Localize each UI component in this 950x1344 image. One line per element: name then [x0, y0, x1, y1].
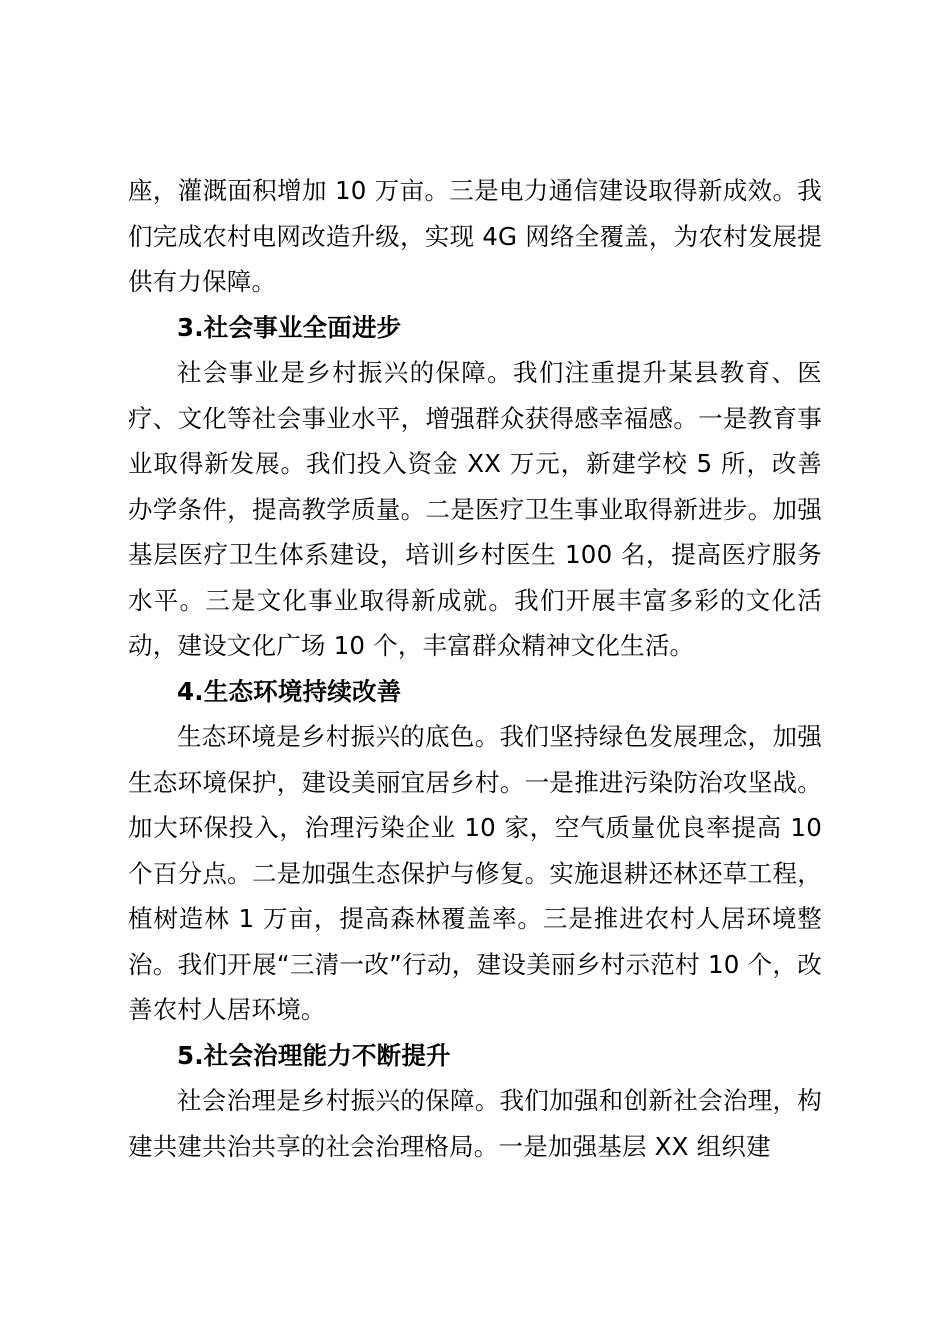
- section-heading-5: 5.社会治理能力不断提升: [177, 1040, 451, 1070]
- paragraph-social-undertakings: 社会事业是乡村振兴的保障。我们注重提升某县教育、医疗、文化等社会事业水平，增强群众获得感幸福感。一是教育事业取得新发展。我们投入资金 XX 万元，新建学校 5 所，改善办学条件，提高教学质量。二是医疗卫生事业取得新进步。加强基层医疗卫生体系建设，培训乡村医生 100 名，提高医疗服务水平。三是文化事业取得新成就。我们开展丰富多彩的文化活动，建设文化广场 10 个，丰富群众精神文化生活。: [128, 358, 822, 660]
- section-heading-3: 3.社会事业全面进步: [177, 312, 402, 342]
- paragraph-ecology: 生态环境是乡村振兴的底色。我们坚持绿色发展理念，加强生态环境保护，建设美丽宜居乡村。一是推进污染防治攻坚战。加大环保投入，治理污染企业 10 家，空气质量优良率提高 10 个百分点。二是加强生态保护与修复。实施退耕还林还草工程，植树造林 1 万亩，提高森林覆盖率。三是推进农村人居环境整治。我们开展“三清一改”行动，建设美丽乡村示范村 10 个，改善农村人居环境。: [128, 722, 822, 1024]
- section-heading-4: 4.生态环境持续改善: [177, 676, 402, 706]
- paragraph-continued: 座，灌溉面积增加 10 万亩。三是电力通信建设取得新成效。我们完成农村电网改造升级，实现 4G 网络全覆盖，为农村发展提供有力保障。: [128, 176, 822, 296]
- paragraph-governance: 社会治理是乡村振兴的保障。我们加强和创新社会治理，构建共建共治共享的社会治理格局。一是加强基层 XX 组织建: [128, 1086, 822, 1161]
- document-body: [128, 168, 822, 1169]
